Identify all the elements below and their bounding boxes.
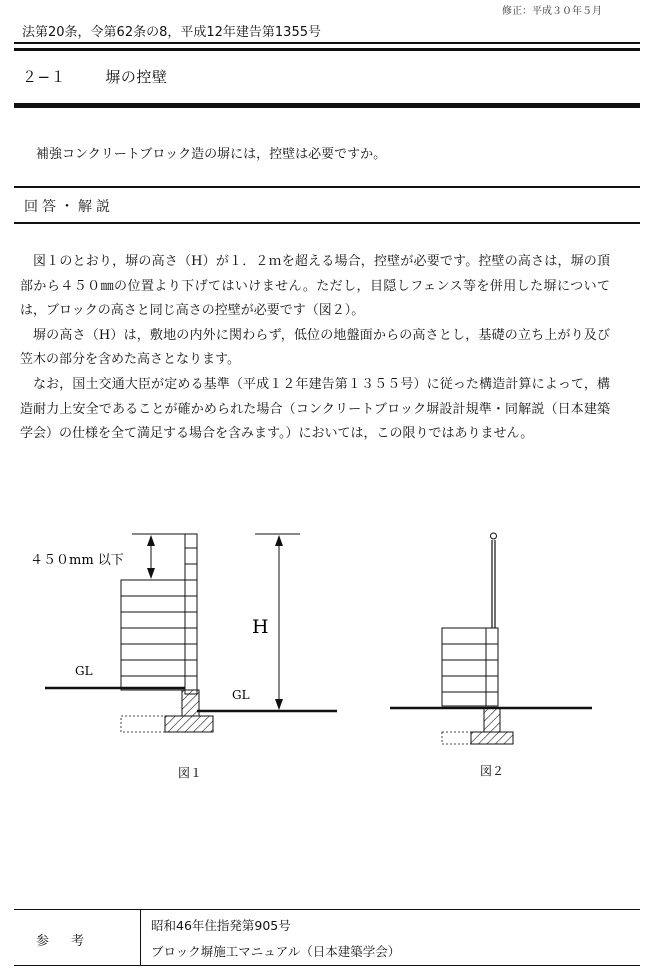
section-title: 塀の控壁 (105, 68, 168, 86)
answer-paragraph: 図１のとおり，塀の高さ（H）が１．２ｍを超える場合，控壁が必要です。控壁の高さは，塀の頂部から４５０㎜の位置より下げてはいけません。ただし，目隠しフェンス等を併用した塀については，ブロックの高さと同じ高さの控壁が必要です（図２）。 (20, 254, 610, 319)
arrow-head (275, 699, 283, 710)
foundation (484, 708, 500, 732)
reference-item: ブロック塀施工マニュアル（日本建築学会） (151, 944, 401, 959)
reference-table (14, 909, 640, 966)
section-heading (22, 66, 167, 87)
figure-2-caption: 図２ (480, 764, 505, 778)
gl-label: GL (232, 688, 250, 702)
reference-item: 昭和46年住指発第905号 (151, 918, 291, 933)
law-reference: 法第20条，令第62条の8，平成12年建告第1355号 (22, 25, 321, 40)
divider (14, 222, 640, 224)
reference-label: 参考 (36, 934, 107, 949)
figure-1-caption: 図１ (178, 766, 203, 780)
divider (14, 48, 640, 51)
buttress-wall (442, 628, 486, 706)
fence-post-cap (491, 533, 497, 539)
gl-label: GL (75, 664, 93, 678)
divider (14, 103, 640, 108)
height-label: H (252, 616, 269, 638)
block-wall (185, 534, 197, 694)
answer-paragraph: 塀の高さ（H）は，敷地の内外に関わらず，低位の地盤面からの高さとし，基礎の立ち上がり及び笠木の部分を含めた高さとなります。 (20, 327, 610, 368)
answer-body (20, 250, 610, 447)
dimension-label: ４５０mm 以下 (30, 553, 124, 568)
divider (14, 186, 640, 188)
answer-paragraph: なお，国土交通大臣が定める基準（平成１２年建告第１３５５号）に従った構造計算によって，構造耐力上安全であることが確かめられた場合（コンクリートブロック塀設計規準・同解説（日本建築学会）の仕様を全て満足する場合を含みます。）においては，この限りではありません。 (20, 376, 610, 442)
figure-1-diagram (30, 534, 337, 780)
revision-date: 修正：平成３０年５月 (502, 6, 602, 17)
divider (14, 42, 640, 44)
section-number: ２−１ (22, 68, 67, 86)
arrow-head (147, 535, 155, 546)
arrow-head (147, 568, 155, 579)
block-wall (486, 628, 498, 706)
buttress-footing (442, 732, 471, 744)
table-divider (140, 910, 141, 965)
footing (471, 732, 513, 744)
question-text: 補強コンクリートブロック造の塀には，控壁は必要ですか。 (36, 147, 387, 162)
footing (165, 716, 213, 732)
answer-heading: 回答・解説 (24, 199, 114, 215)
figure-2-diagram (390, 533, 592, 778)
foundation (182, 690, 199, 716)
buttress-footing (121, 716, 165, 732)
figure-diagrams (0, 520, 651, 790)
arrow-head (275, 535, 283, 546)
